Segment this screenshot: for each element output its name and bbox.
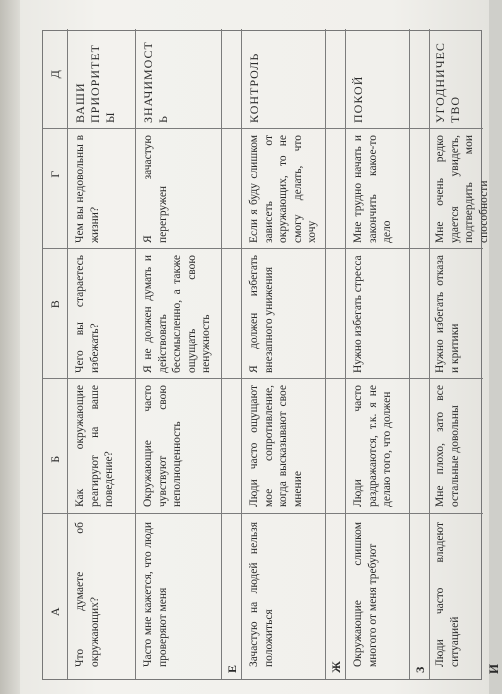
row-5-col-b: Мне плохо, зато все остальные довольны bbox=[434, 385, 461, 507]
book-binding-shadow bbox=[0, 0, 20, 694]
row-divider-4 bbox=[409, 29, 410, 679]
row-5-col-d: Мне очень редко удается увидеть, подтвердить мои способности bbox=[434, 135, 490, 243]
row-2-col-c: Я не должен думать и действовать бессмысленно, а также ощущать свою ненужность bbox=[142, 255, 212, 373]
row-3-col-e: КОНТРОЛЬ bbox=[247, 52, 261, 123]
row-2-col-d: Я зачастую перегружен bbox=[142, 135, 169, 243]
row-3-col-b: Люди часто ощущают мое сопротивление, когда высказывают свое мнение bbox=[248, 385, 304, 507]
rotated-table-sheet bbox=[42, 30, 501, 680]
row-4-col-d: Мне трудно начать и закончить какое-то дело bbox=[352, 135, 393, 243]
row-5-col-c: Нужно избегать отказа и критики bbox=[434, 255, 461, 373]
header-col-e: Д bbox=[48, 69, 62, 79]
row-4-col-b: Люди часто раздражаются, т.к. я не делаю того, что должен bbox=[352, 385, 393, 507]
section-divider-zh bbox=[345, 29, 346, 679]
section-letter-zh: Ж bbox=[329, 661, 343, 673]
header-col-a: А bbox=[48, 606, 62, 617]
section-letter-e: Е bbox=[225, 664, 239, 673]
priorities-table bbox=[42, 30, 490, 680]
row-divider-3 bbox=[325, 29, 326, 679]
col-divider-3 bbox=[43, 248, 483, 249]
row-4-col-c: Нужно избегать стресса bbox=[352, 255, 364, 373]
section-letter-i: И bbox=[486, 663, 501, 674]
header-col-d: Г bbox=[48, 170, 62, 178]
row-3-col-a: Зачастую на людей нельзя положиться bbox=[248, 522, 275, 667]
row-2-col-e: ЗНАЧИМОСТЬ bbox=[141, 41, 170, 123]
row-1-col-a: Что думаете об окружающих? bbox=[74, 522, 101, 667]
row-4-col-a: Окружающие слишком многого от меня требуют bbox=[352, 522, 379, 667]
col-divider-4 bbox=[43, 128, 483, 129]
col-divider-2 bbox=[43, 378, 483, 379]
col-divider-1 bbox=[43, 513, 483, 514]
header-col-c: В bbox=[48, 299, 62, 309]
header-divider bbox=[67, 29, 68, 679]
row-5-col-a: Люди часто владеют ситуацией bbox=[434, 522, 461, 667]
section-letter-z: З bbox=[413, 666, 427, 673]
section-divider-z bbox=[429, 29, 430, 679]
row-4-col-e: ПОКОЙ bbox=[351, 75, 365, 123]
section-divider-e bbox=[241, 29, 242, 679]
row-1-col-c: Чего вы стараетесь избежать? bbox=[74, 255, 101, 373]
row-divider-1 bbox=[135, 29, 136, 679]
row-1-col-e: ВАШИ ПРИОРИТЕТЫ bbox=[73, 43, 117, 123]
row-3-col-c: Я должен избегать внезапного унижения bbox=[248, 255, 275, 373]
row-2-col-b: Окружающие часто чувствуют свою неполноценность bbox=[142, 385, 183, 507]
row-1-col-d: Чем вы недовольны в жизни? bbox=[74, 135, 101, 243]
header-col-b: Б bbox=[48, 455, 62, 463]
row-5-col-e: УГОДНИЧЕСТВО bbox=[433, 42, 462, 123]
row-3-col-d: Если я буду слишком зависеть от окружающих, то не смогу делать, что хочу bbox=[248, 135, 318, 243]
row-1-col-b: Как окружающие реагируют на ваше поведение? bbox=[74, 385, 115, 507]
row-divider-2 bbox=[221, 29, 222, 679]
row-2-col-a: Часто мне кажется, что люди проверяют меня bbox=[142, 522, 169, 667]
